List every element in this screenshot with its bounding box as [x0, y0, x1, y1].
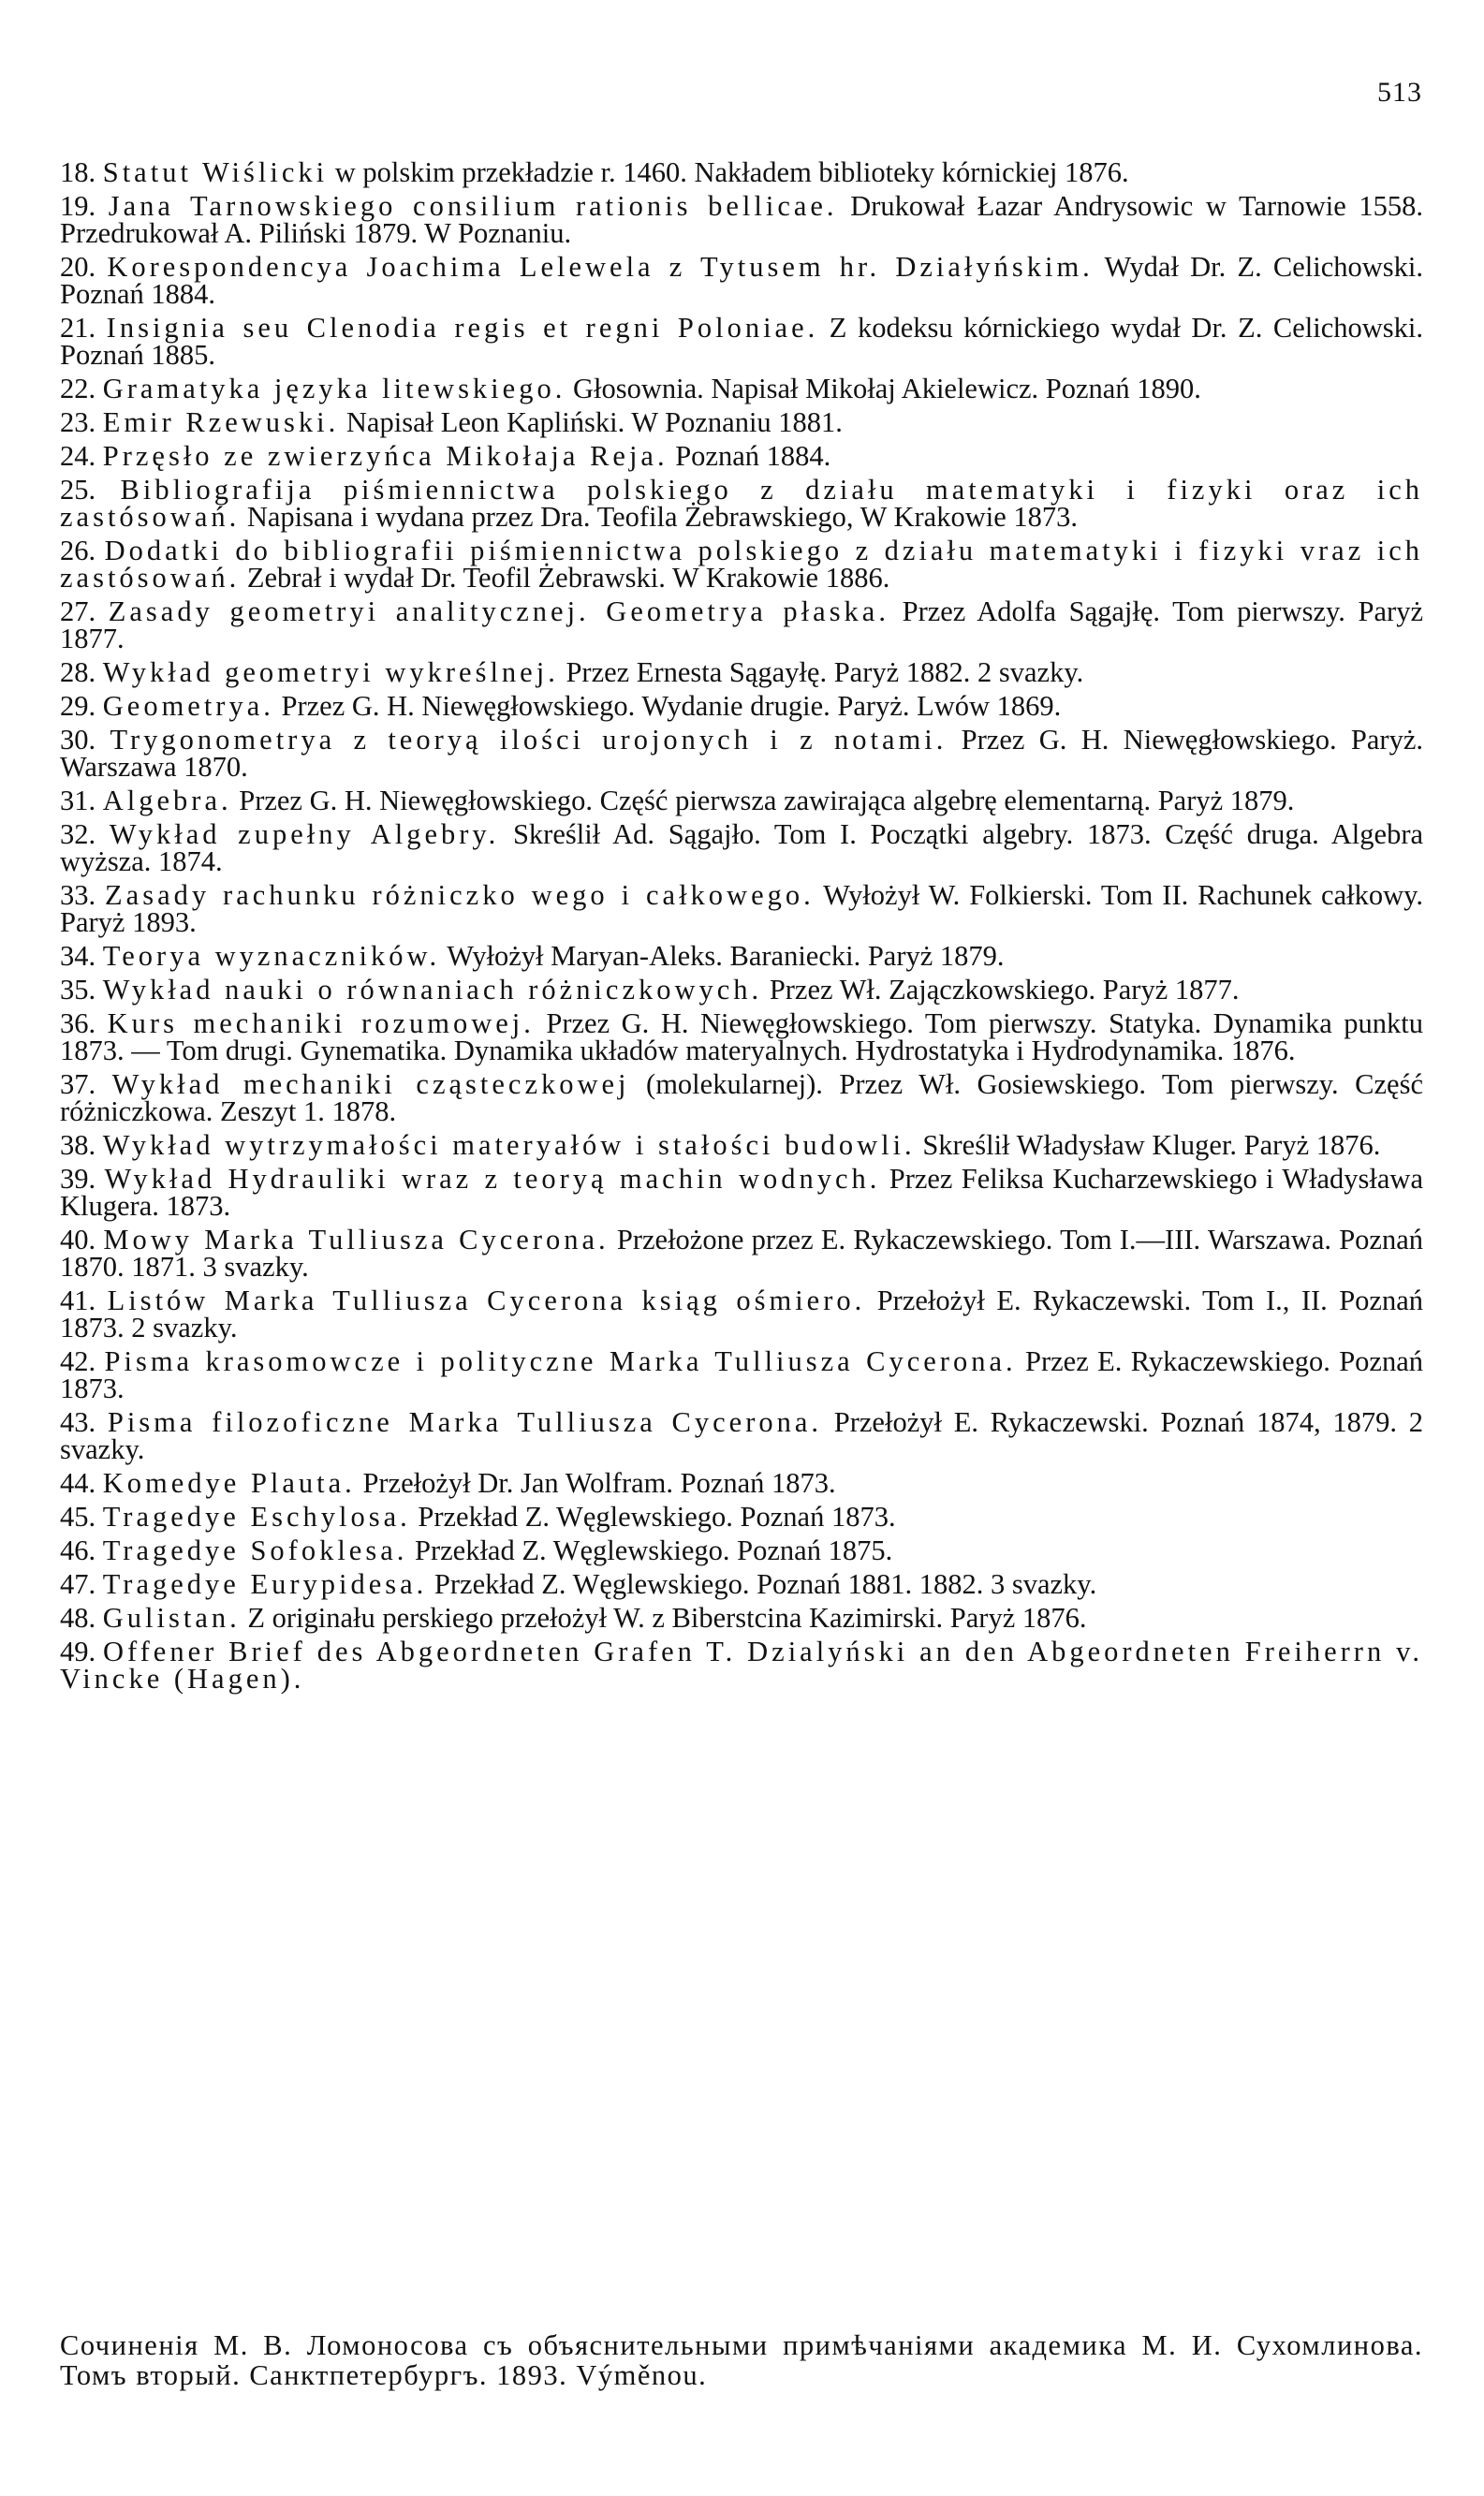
entry-details: Przez Wł. Zajączkowskiego. Paryż 1877.: [762, 974, 1240, 1006]
bibliography-entry: [60, 1467, 1423, 1499]
entry-number: 48.: [60, 1602, 96, 1634]
entry-title: Wykład zupełny Algebry.: [109, 818, 500, 850]
entry-number: 26.: [60, 535, 96, 566]
bibliography-entry: [60, 1287, 1423, 1342]
bibliography-entry: [60, 595, 1423, 654]
entry-details: Wyłożył Maryan-Aleks. Baraniecki. Paryż 1879.: [440, 940, 1005, 972]
bibliography-entry: [60, 1602, 1423, 1634]
entry-number: 27.: [60, 595, 96, 627]
entry-number: 33.: [60, 879, 96, 911]
bibliography-entry: [60, 312, 1423, 371]
bibliography-entry: [60, 1226, 1423, 1281]
entry-title: Korespondencya Joachima Lelewela z Tytusem hr. Działyńskim.: [107, 251, 1094, 283]
bibliography-entry: [60, 724, 1424, 783]
entry-title: Wykład wytrzymałości materyałów i stałości budowli.: [102, 1129, 916, 1161]
entry-number: 41.: [60, 1285, 96, 1316]
entry-title: Przęsło ze zwierzyńca Mikołaja Reja.: [102, 440, 669, 472]
bibliography-entry: [60, 251, 1423, 310]
bibliography-entry: [60, 440, 1423, 472]
entry-number: 34.: [60, 940, 96, 972]
entry-title: Wykład geometryi wykreślnej.: [102, 656, 559, 688]
entry-title: Tragedye Sofoklesa.: [102, 1534, 408, 1566]
entry-title: Jana Tarnowskiego consilium rationis bellicae.: [108, 190, 838, 222]
entry-details: Napisana i wydana przez Dra. Teofila Żebrawskiego, W Krakowie 1873.: [240, 501, 1078, 533]
entry-number: 28.: [60, 656, 96, 688]
entry-number: 45.: [60, 1501, 96, 1533]
closing-note: Сочиненія М. В. Ломоносова съ объяснительными примѣчаніями академика М. И. Сухомлинова. Томъ вторый. Санктпетербургъ. 1893. Výměnou.: [60, 2328, 1423, 2391]
entry-title: Gramatyka języka litewskiego.: [102, 373, 566, 404]
entry-details: Skreślił Władysław Kluger. Paryż 1876.: [915, 1129, 1381, 1161]
entry-number: 20.: [60, 251, 96, 283]
entry-details: Przez G. H. Niewęgłowskiego. Paryż. Warszawa 1870.: [60, 724, 1424, 783]
bibliography-list: [60, 156, 1424, 1699]
entry-title: Geometrya.: [102, 690, 274, 722]
bibliography-entry: [60, 1568, 1423, 1600]
entry-title: Zasady rachunku różniczko wego i całkowego.: [105, 879, 815, 911]
bibliography-entry: [60, 787, 1423, 815]
entry-details: Z originału perskiego przełożył W. z Biberstcina Kazimirski. Paryż 1876.: [240, 1602, 1087, 1634]
entry-number: 38.: [60, 1129, 96, 1161]
bibliography-entry: [60, 1163, 1423, 1222]
entry-number: 40.: [60, 1224, 96, 1255]
entry-title: Emir Rzewuski.: [102, 406, 340, 438]
entry-title: Wykład nauki o równaniach różniczkowych.: [102, 974, 763, 1006]
entry-details: Wyłożył W. Folkierski. Tom II. Rachunek całkowy. Paryż 1893.: [60, 879, 1423, 938]
entry-title: Bibliografija piśmiennictwa polskiego z działu matematyki i fizyki oraz ich zastósowań.: [60, 474, 1424, 533]
entry-details: Przez Ernesta Sągayłę. Paryż 1882. 2 svazky.: [558, 656, 1084, 688]
bibliography-entry: [60, 1345, 1424, 1404]
entry-title: Tragedye Eurypidesa.: [102, 1568, 428, 1600]
entry-number: 19.: [60, 190, 96, 222]
entry-number: 21.: [60, 312, 96, 344]
entry-title: Statut Wiślicki: [102, 156, 329, 188]
bibliography-entry: [60, 156, 1423, 188]
entry-title: Zasady geometryi analitycznej. Geometrya płaska.: [108, 595, 889, 627]
bibliography-entry: [60, 474, 1424, 533]
entry-number: 22.: [60, 373, 96, 404]
entry-number: 29.: [60, 690, 96, 722]
bibliography-entry: [60, 1007, 1424, 1066]
entry-details: Przekład Z. Węglewskiego. Poznań 1873.: [410, 1501, 896, 1533]
bibliography-entry: [60, 976, 1423, 1004]
entry-details: Przełożył E. Rykaczewski. Tom I., II. Poznań 1873. 2 svazky.: [60, 1285, 1424, 1343]
entry-title: Pisma krasomowcze i polityczne Marka Tulliusza Cycerona.: [104, 1345, 1017, 1377]
bibliography-entry: [60, 406, 1423, 438]
entry-number: 49.: [60, 1636, 96, 1667]
entry-title: Trygonometrya z teoryą ilości urojonych i z notami.: [110, 724, 948, 756]
entry-number: 24.: [60, 440, 96, 472]
page-number: 513: [1377, 77, 1422, 108]
entry-number: 32.: [60, 818, 96, 850]
entry-details: (molekularnej). Przez Wł. Gosiewskiego. Tom pierwszy. Część różniczkowa. Zeszyt 1. 1878.: [60, 1068, 1423, 1127]
entry-number: 30.: [60, 724, 96, 756]
entry-title: Komedye Plauta.: [102, 1467, 356, 1499]
entry-number: 35.: [60, 974, 96, 1006]
entry-details: Wydał Dr. Z. Celichowski. Poznań 1884.: [60, 251, 1423, 310]
entry-number: 44.: [60, 1467, 96, 1499]
bibliography-entry: [60, 1406, 1423, 1465]
entry-title: Gulistan.: [102, 1602, 241, 1634]
entry-number: 42.: [60, 1345, 96, 1377]
entry-details: w polskim przekładzie r. 1460. Nakładem biblioteky kórnickiej 1876.: [328, 156, 1129, 188]
entry-title: Tragedye Eschylosa.: [102, 1501, 411, 1533]
entry-title: Mowy Marka Tulliusza Cycerona.: [103, 1224, 610, 1255]
entry-details: Przekład Z. Węglewskiego. Poznań 1881. 1882. 3 svazky.: [427, 1568, 1097, 1600]
entry-details: Przez Adolfa Sągajłę. Tom pierwszy. Paryż 1877.: [60, 595, 1423, 654]
entry-details: Przez Feliksa Kucharzewskiego i Władysława Klugera. 1873.: [60, 1163, 1423, 1222]
entry-title: Insignia seu Clenodia regis et regni Poloniae.: [106, 312, 819, 344]
entry-title: Wykład Hydrauliki wraz z teoryą machin wodnych.: [104, 1163, 881, 1195]
bibliography-entry: [60, 1068, 1423, 1127]
entry-details: Przełożył Dr. Jan Wolfram. Poznań 1873.: [355, 1467, 836, 1499]
bibliography-entry: [60, 940, 1423, 972]
entry-title: Dodatki do bibliografii piśmiennictwa polskiego z działu matematyki i fizyki vraz ich zastósowań.: [60, 535, 1423, 594]
entry-title: Teorya wyznaczników.: [102, 940, 441, 972]
entry-details: Przez E. Rykaczewskiego. Poznań 1873.: [60, 1345, 1424, 1404]
entry-details: Z kodeksu kórnickiego wydał Dr. Z. Celichowski. Poznań 1885.: [60, 312, 1423, 371]
entry-details: Przez G. H. Niewęgłowskiego. Tom pierwszy. Statyka. Dynamika punktu 1873. — Tom drugi. Gynematika. Dynamika układów materyalnych. Hydrostatyka i Hydrodynamika. 1876.: [60, 1007, 1424, 1066]
entry-details: Poznań 1884.: [668, 440, 831, 472]
bibliography-entry: [60, 1534, 1423, 1566]
entry-title: Pisma filozoficzne Marka Tulliusza Cycerona.: [107, 1406, 823, 1438]
entry-number: 47.: [60, 1568, 96, 1600]
entry-number: 31.: [60, 785, 96, 816]
entry-details: Napisał Leon Kapliński. W Poznaniu 1881.: [339, 406, 843, 438]
entry-title: Kurs mechaniki rozumowej.: [107, 1007, 535, 1039]
bibliography-entry: [60, 1129, 1423, 1161]
bibliography-entry: [60, 879, 1423, 938]
entry-number: 25.: [60, 474, 96, 506]
entry-details: Drukował Łazar Andrysowic w Tarnowie 1558. Przedrukował A. Piliński 1879. W Poznaniu.: [60, 190, 1424, 249]
bibliography-entry: [60, 818, 1424, 877]
entry-details: Skreślił Ad. Sągajło. Tom I. Początki algebry. 1873. Część druga. Algebra wyższa. 1874.: [60, 818, 1424, 877]
entry-details: Przez G. H. Niewęgłowskiego. Wydanie drugie. Paryż. Lwów 1869.: [273, 690, 1062, 722]
entry-number: 43.: [60, 1406, 96, 1438]
bibliography-entry: [60, 537, 1423, 592]
entry-number: 46.: [60, 1534, 96, 1566]
entry-details: Przez G. H. Niewęgłowskiego. Część pierwsza zawirająca algebrę elementarną. Paryż 1879.: [231, 785, 1295, 816]
bibliography-entry: [60, 1501, 1423, 1533]
entry-number: 36.: [60, 1007, 96, 1039]
entry-details: Zebrał i wydał Dr. Teofil Żebrawski. W Krakowie 1886.: [240, 562, 890, 594]
entry-number: 18.: [60, 156, 96, 188]
entry-details: Przekład Z. Węglewskiego. Poznań 1875.: [407, 1534, 893, 1566]
entry-details: Przełożone przez E. Rykaczewskiego. Tom I.—III. Warszawa. Poznań 1870. 1871. 3 svazky.: [60, 1224, 1424, 1283]
bibliography-entry: [60, 1638, 1423, 1693]
entry-number: 37.: [60, 1068, 96, 1100]
bibliography-entry: [60, 656, 1423, 688]
entry-details: Przełożył E. Rykaczewski. Poznań 1874, 1879. 2 svazky.: [60, 1406, 1423, 1465]
bibliography-entry: [60, 190, 1424, 249]
bibliography-entry: [60, 375, 1423, 403]
entry-title: Algebra.: [102, 785, 232, 816]
bibliography-entry: [60, 690, 1423, 722]
entry-number: 39.: [60, 1163, 96, 1195]
entry-title: Offener Brief des Abgeordneten Grafen T. Dzialyński an den Abgeordneten Freiherrn v. Vincke (Hagen).: [60, 1636, 1423, 1695]
entry-title: Listów Marka Tulliusza Cycerona ksiąg ośmiero.: [107, 1285, 866, 1316]
entry-number: 23.: [60, 406, 96, 438]
entry-title: Wykład mechaniki cząsteczkowej: [111, 1068, 630, 1100]
entry-details: Głosownia. Napisał Mikołaj Akielewicz. Poznań 1890.: [566, 373, 1201, 404]
